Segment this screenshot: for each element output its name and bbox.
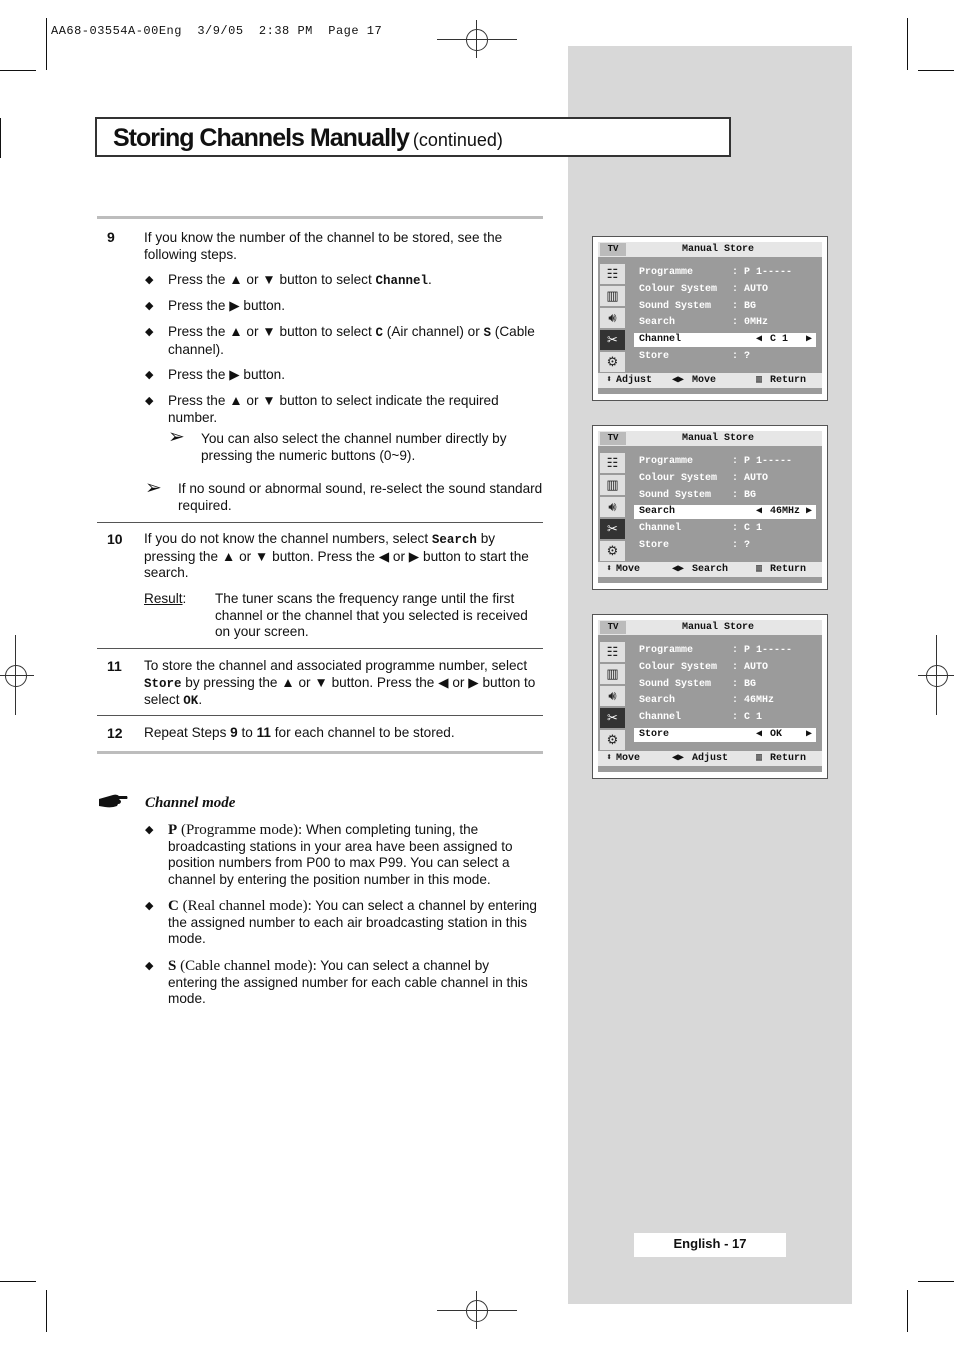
osd-menu-icons [598,637,628,747]
left-arrow-icon: ◀ [756,729,763,740]
bullet-icon: ◆ [145,960,154,972]
osd-tv-label: TV [600,243,626,256]
osd-title: Manual Store [682,244,755,255]
left-arrow-icon: ◀ [756,334,763,345]
bullet-icon: ◆ [145,395,154,407]
bullet-icon: ◆ [145,824,154,836]
osd-footer: ⬍ Move ◀▶ Search ▥ Return [598,562,822,577]
up-down-icon: ⬍ [606,375,613,386]
osd-header [598,242,822,257]
crop-mark [46,18,47,70]
page-number: English - 17 [634,1233,786,1257]
function-icon: ⚙︎ [600,730,625,750]
pointing-hand-icon [97,791,129,814]
osd-screen-store [592,614,828,779]
osd-row-store[interactable]: Store : ? [639,351,751,362]
osd-row-colour-system[interactable]: Colour System : AUTO [639,473,769,484]
osd-title: Manual Store [682,622,755,633]
osd-menu-icons [598,448,628,558]
page-title-main: Storing Channels Manually [113,124,409,152]
bullet-icon: ◆ [145,300,154,312]
osd-row-sound-system[interactable]: Sound System : BG [639,490,757,501]
crop-mark [0,1281,36,1282]
osd-row-colour-system[interactable]: Colour System : AUTO [639,662,769,673]
note-text: If no sound or abnormal sound, re-select the sound standard required. [178,481,543,513]
setup-icon: ▥ [600,475,625,495]
result-text: The tuner scans the frequency range until the first channel or the channel that you selected is received on your screen. [215,591,528,639]
osd-footer: ⬍ Move ◀▶ Adjust ▥ Return [598,751,822,766]
step-text: Repeat Steps 9 to 11 for each channel to be stored. [144,725,455,740]
sound-icon: 🔊︎ [600,308,625,328]
sound-icon: 🔊︎ [600,497,625,517]
bullet-icon: ◆ [145,274,154,286]
channel-icon: ✂︎ [600,330,625,350]
sound-icon: 🔊︎ [600,686,625,706]
menu-icon: ▥ [756,375,763,386]
channel-mode-heading: Channel mode [145,795,236,811]
bullet-text: Press the ▲ or ▼ button to select C (Air channel) or S (Cable channel). [168,324,535,357]
page-title-box [95,117,731,157]
bullet-icon: ◆ [145,326,154,338]
osd-screen-channel [592,236,828,401]
print-header: AA68-03554A-00Eng 3/9/05 2:38 PM Page 17 [51,24,383,38]
right-arrow-icon: ▶ [806,334,813,345]
osd-tv-label: TV [600,621,626,634]
osd-row-search[interactable]: Search : 0MHz [639,317,769,328]
bullet-text: Press the ▶ button. [168,367,286,382]
crop-mark [907,1290,908,1332]
osd-header [598,431,822,446]
divider [97,522,543,523]
osd-row-programme[interactable]: Programme : P 1----- [639,456,793,467]
osd-row-sound-system[interactable]: Sound System : BG [639,301,757,312]
mode-s-text: S (Cable channel mode): You can select a channel by entering the assigned number for each cable channel in this mode. [168,958,528,1006]
mode-p-text: P (Programme mode): When completing tuning, the broadcasting stations in your area have been assigned to position numbers from P00 to max P99. You can select a channel by entering the position number in this mode. [168,822,513,887]
crop-mark [46,1290,47,1332]
note-arrow-icon: ➢ [168,426,185,448]
osd-row-sound-system[interactable]: Sound System : BG [639,679,757,690]
function-icon: ⚙︎ [600,541,625,561]
picture-icon: ☷ [600,453,625,473]
bullet-icon: ◆ [145,369,154,381]
step-text: If you know the number of the channel to be stored, see the following steps. [144,230,503,262]
channel-icon: ✂︎ [600,708,625,728]
divider [97,648,543,649]
note-arrow-icon: ➢ [145,477,162,499]
osd-menu-icons [598,259,628,369]
step-number: 9 [107,229,115,245]
bullet-text: Press the ▲ or ▼ button to select indicate the required number. [168,393,499,425]
left-right-icon: ◀▶ [672,753,685,764]
step-number: 12 [107,725,123,741]
picture-icon: ☷ [600,642,625,662]
setup-icon: ▥ [600,286,625,306]
osd-row-programme[interactable]: Programme : P 1----- [639,267,793,278]
right-arrow-icon: ▶ [806,506,813,517]
bullet-text: Press the ▲ or ▼ button to select Channel. [168,272,432,288]
osd-screen-search [592,425,828,590]
osd-row-channel[interactable]: Channel : C 1 [639,523,763,534]
osd-row-search-selected[interactable]: Search ◀ 46MHz ▶ [634,505,816,519]
divider [97,715,543,716]
osd-row-search[interactable]: Search : 46MHz [639,695,775,706]
left-right-icon: ◀▶ [672,375,685,386]
osd-row-store-selected[interactable]: Store ◀ OK ▶ [634,728,816,742]
osd-row-channel[interactable]: Channel : C 1 [639,712,763,723]
left-right-icon: ◀▶ [672,564,685,575]
osd-row-store[interactable]: Store : ? [639,540,751,551]
osd-row-programme[interactable]: Programme : P 1----- [639,645,793,656]
channel-icon: ✂︎ [600,519,625,539]
osd-header [598,620,822,635]
osd-footer: ⬍ Adjust ◀▶ Move ▥ Return [598,373,822,388]
up-down-icon: ⬍ [606,753,613,764]
up-down-icon: ⬍ [606,564,613,575]
step-text: To store the channel and associated programme number, select Store by pressing the ▲ or ▼ button. Press the ◀ or ▶ button to select OK. [144,658,536,708]
osd-row-colour-system[interactable]: Colour System : AUTO [639,284,769,295]
crop-mark [0,70,36,71]
step-number: 10 [107,531,123,547]
bullet-icon: ◆ [145,900,154,912]
mode-c-text: C (Real channel mode): You can select a channel by entering the assigned number to each air broadcasting station in this mode. [168,898,537,946]
divider [97,216,543,219]
crop-mark [918,1281,954,1282]
page-title-sub: (continued) [412,130,503,150]
menu-icon: ▥ [756,753,763,764]
osd-tv-label: TV [600,432,626,445]
crop-mark [0,118,1,158]
osd-row-channel-selected[interactable]: Channel ◀ C 1 ▶ [634,333,816,347]
divider [97,751,543,754]
function-icon: ⚙︎ [600,352,625,372]
result-label: Result: [144,591,187,606]
note-text: You can also select the channel number directly by pressing the numeric buttons (0~9). [201,431,507,463]
left-arrow-icon: ◀ [756,506,763,517]
page-title [113,124,503,153]
crop-mark [907,18,908,70]
step-text: If you do not know the channel numbers, select Search by pressing the ▲ or ▼ button. Press the ◀ or ▶ button to start the search. [144,531,529,580]
right-arrow-icon: ▶ [806,729,813,740]
menu-icon: ▥ [756,564,763,575]
step-number: 11 [107,658,122,674]
bullet-text: Press the ▶ button. [168,298,286,313]
picture-icon: ☷ [600,264,625,284]
crop-mark [918,70,954,71]
osd-title: Manual Store [682,433,755,444]
setup-icon: ▥ [600,664,625,684]
